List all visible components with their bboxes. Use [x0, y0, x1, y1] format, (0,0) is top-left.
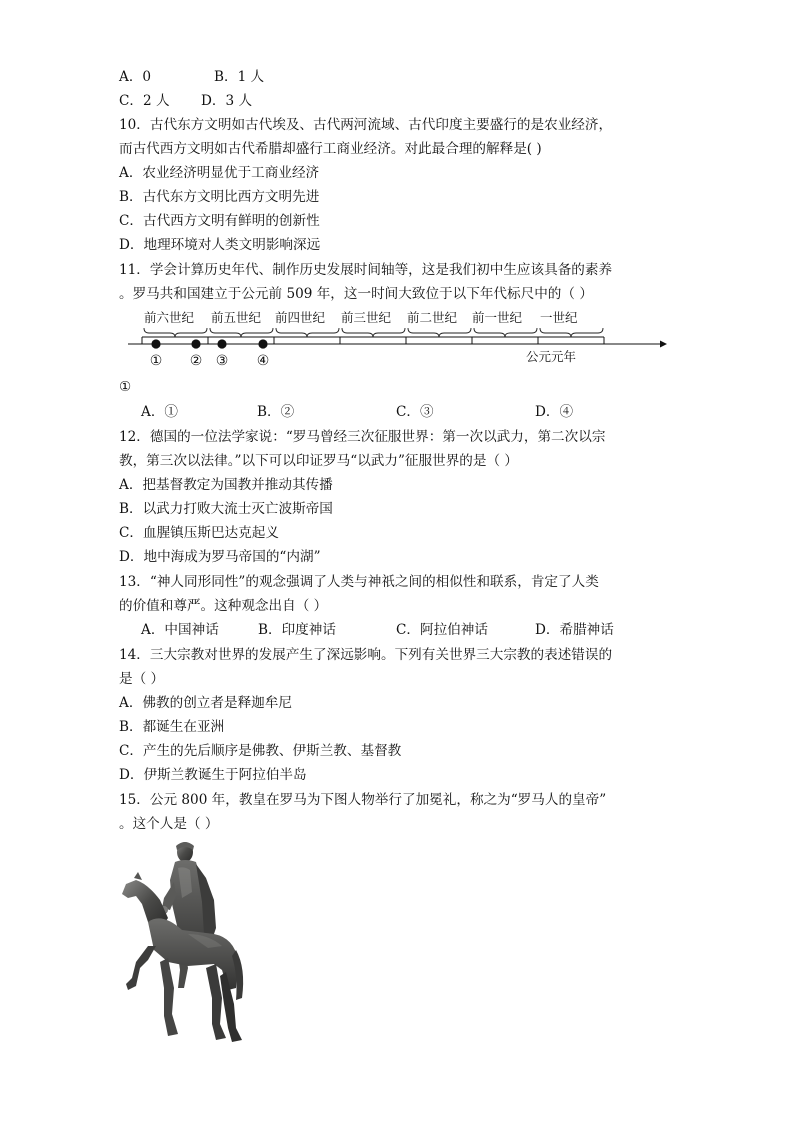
century-braces	[144, 328, 603, 337]
q11-option-a[interactable]: A．①	[141, 404, 179, 420]
q15-stem-line2: 。这个人是（ ）	[119, 816, 219, 832]
q12-stem-line2: 教，第三次以法律。”以下可以印证罗马“以武力”征服世界的是（ ）	[119, 453, 518, 469]
q12-option-d[interactable]: D．地中海成为罗马帝国的“内湖”	[119, 549, 321, 565]
q9-option-b[interactable]: B．1 人	[214, 69, 265, 85]
q10-option-a[interactable]: A．农业经济明显优于工商业经济	[119, 165, 320, 181]
q10-stem-line2: 而古代西方文明如古代希腊却盛行工商业经济。对此最合理的解释是( )	[119, 141, 542, 157]
century-label: 前一世纪	[472, 310, 523, 325]
q9-option-a[interactable]: A．0	[119, 69, 152, 85]
marker-dot	[258, 339, 267, 348]
marker-dot	[151, 339, 160, 348]
century-label: 前三世纪	[341, 310, 392, 325]
q10-option-b[interactable]: B．古代东方文明比西方文明先进	[119, 189, 320, 205]
century-label: 前二世纪	[407, 310, 458, 325]
q13-option-c[interactable]: C．阿拉伯神话	[396, 622, 488, 638]
q12-option-c[interactable]: C．血腥镇压斯巴达克起义	[119, 525, 279, 541]
marker-dot	[191, 339, 200, 348]
q14-option-b[interactable]: B．都诞生在亚洲	[119, 719, 225, 735]
q13-option-b[interactable]: B．印度神话	[258, 622, 336, 638]
q13-option-d[interactable]: D．希腊神话	[535, 622, 614, 638]
q11-option-c[interactable]: C．③	[396, 404, 434, 420]
q14-option-c[interactable]: C．产生的先后顺序是佛教、伊斯兰教、基督教	[119, 743, 402, 759]
century-label: 前五世纪	[211, 310, 262, 325]
q13-option-a[interactable]: A．中国神话	[141, 622, 219, 638]
q11-stray-marker: ①	[119, 379, 132, 395]
q12-option-b[interactable]: B．以武力打败大流士灭亡波斯帝国	[119, 501, 333, 517]
q10-option-d[interactable]: D．地理环境对人类文明影响深远	[119, 237, 321, 253]
q15-stem-line1: 15．公元 800 年，教皇在罗马为下图人物举行了加冕礼，称之为“罗马人的皇帝”	[119, 792, 607, 808]
q11-stem-line2: 。罗马共和国建立于公元前 509 年，这一时间大致位于以下年代标尺中的（ ）	[119, 286, 593, 302]
q14-stem-line1: 14．三大宗教对世界的发展产生了深远影响。下列有关世界三大宗教的表述错误的	[119, 647, 613, 663]
timeline-figure	[122, 306, 672, 368]
q12-option-a[interactable]: A．把基督教定为国教并推动其传播	[119, 477, 333, 493]
marker-label: ②	[189, 353, 203, 368]
q13-stem-line2: 的价值和尊严。这种观念出自（ ）	[119, 598, 328, 614]
q10-option-c[interactable]: C．古代西方文明有鲜明的创新性	[119, 213, 320, 229]
q9-option-c[interactable]: C．2 人	[119, 93, 170, 109]
timeline-ticks	[142, 337, 604, 344]
equestrian-statue-image	[118, 838, 246, 1044]
year-zero-label: 公元元年	[526, 349, 577, 364]
q14-option-a[interactable]: A．佛教的创立者是释迦牟尼	[119, 695, 292, 711]
q11-option-d[interactable]: D．④	[535, 404, 574, 420]
marker-label: ①	[149, 353, 163, 368]
q9-option-d[interactable]: D．3 人	[201, 93, 253, 109]
q11-stem-line1: 11．学会计算历史年代、制作历史发展时间轴等，这是我们初中生应该具备的素养	[119, 262, 613, 278]
marker-dot	[217, 339, 226, 348]
q13-stem-line1: 13．“神人同形同性”的观念强调了人类与神祇之间的相似性和联系，肯定了人类	[119, 574, 599, 590]
century-label: 前四世纪	[275, 310, 326, 325]
marker-label: ③	[215, 353, 229, 368]
century-label: 前六世纪	[144, 310, 195, 325]
q10-stem-line1: 10．古代东方文明如古代埃及、古代两河流域、古代印度主要盛行的是农业经济，	[119, 117, 613, 133]
marker-label: ④	[256, 353, 270, 368]
q12-stem-line1: 12．德国的一位法学家说：“罗马曾经三次征服世界：第一次以武力，第二次以宗	[119, 429, 606, 445]
q11-option-b[interactable]: B．②	[257, 404, 295, 420]
q14-stem-line2: 是（ ）	[119, 671, 165, 687]
q14-option-d[interactable]: D．伊斯兰教诞生于阿拉伯半岛	[119, 767, 307, 783]
arrow-icon	[660, 341, 667, 348]
century-label: 一世纪	[540, 310, 578, 325]
